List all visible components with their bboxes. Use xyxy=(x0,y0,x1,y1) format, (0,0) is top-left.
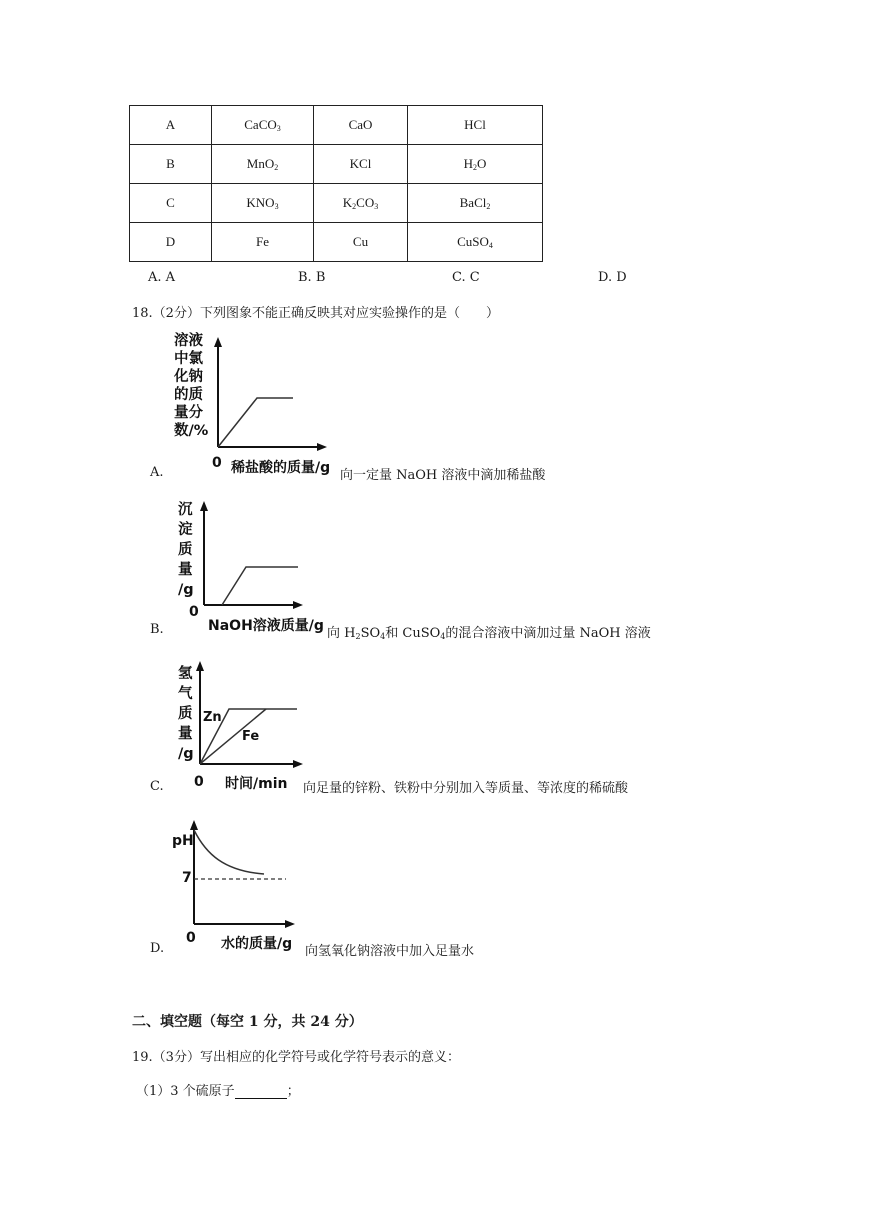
table-cell-formula: Cu xyxy=(314,223,408,262)
choice-b[interactable]: B. B xyxy=(298,270,326,285)
option-d-letter[interactable]: D. xyxy=(150,941,165,956)
graph-c-xlabel: 时间/min xyxy=(225,776,288,792)
graph-a-xlabel: 稀盐酸的质量/g xyxy=(231,460,331,476)
question-18-stem: 18.（2分）下列图象不能正确反映其对应实验操作的是（ ） xyxy=(132,306,499,321)
options-table xyxy=(129,105,543,262)
graph-c-fe-label: Fe xyxy=(242,729,260,744)
option-c-desc: 向足量的锌粉、铁粉中分别加入等质量、等浓度的稀硫酸 xyxy=(303,781,629,796)
choice-d[interactable]: D. D xyxy=(598,270,627,285)
table-cell-formula: $H_2O$ xyxy=(408,145,543,184)
table-row xyxy=(130,106,543,145)
graph-c-ylabel: 氢 气 质 量 /g xyxy=(178,666,194,762)
question-19-part-1: （1）3 个硫原子 ； xyxy=(136,1084,300,1099)
table-cell-formula: BaCl$_2$ xyxy=(408,184,543,223)
answer-blank[interactable] xyxy=(235,1085,287,1099)
section-heading: 二、填空题（每空 1 分，共 24 分） xyxy=(132,1014,363,1030)
table-cell-formula: KCl xyxy=(314,145,408,184)
option-a-desc: 向一定量 NaOH 溶液中滴加稀盐酸 xyxy=(340,468,546,483)
graph-d-tick-7: 7 xyxy=(182,870,192,886)
graph-a-ylabel: 溶液 中氯 化钠 的质 量分 数/% xyxy=(174,333,209,439)
table-cell-formula: CaCO$_3$ xyxy=(212,106,314,145)
question-19-stem: 19.（3分）写出相应的化学符号或化学符号表示的意义： xyxy=(132,1050,460,1065)
graph-b-curve xyxy=(222,567,298,605)
graph-d-curve xyxy=(194,830,264,874)
table-cell-letter: A xyxy=(130,106,212,145)
table-cell-formula: HCl xyxy=(408,106,543,145)
table-cell-formula: CuSO$_4$ xyxy=(408,223,543,262)
table-row xyxy=(130,223,543,262)
option-b-desc: 向 $H_2SO_4$和 CuSO$_4$的混合溶液中滴加过量 NaOH 溶液 xyxy=(327,626,651,641)
graph-b-xlabel: NaOH溶液质量/g xyxy=(208,618,324,634)
table-row xyxy=(130,145,543,184)
choice-a[interactable]: A. A xyxy=(148,270,176,285)
table-cell-formula: MnO$_2$ xyxy=(212,145,314,184)
graph-d-xlabel: 水的质量/g xyxy=(221,936,293,952)
table-cell-letter: C xyxy=(130,184,212,223)
graph-d-axes xyxy=(188,816,308,931)
graph-b-ylabel: 沉 淀 质 量 /g xyxy=(178,502,194,598)
table-cell-formula: CaO xyxy=(314,106,408,145)
table-cell-letter: B xyxy=(130,145,212,184)
graph-d-origin: 0 xyxy=(186,930,196,946)
choice-c[interactable]: C. C xyxy=(452,270,480,285)
option-c-letter[interactable]: C. xyxy=(150,779,164,794)
graph-a-axes xyxy=(205,335,335,460)
graph-a-curve xyxy=(218,398,293,447)
graph-b-axes xyxy=(196,497,311,612)
table-cell-letter: D xyxy=(130,223,212,262)
table-row xyxy=(130,184,543,223)
table-cell-formula: Fe xyxy=(212,223,314,262)
graph-d-ylabel: pH xyxy=(172,833,194,849)
option-d-desc: 向氢氧化钠溶液中加入足量水 xyxy=(305,944,475,959)
graph-b-origin: 0 xyxy=(189,604,199,620)
table-cell-formula: $K_2CO_3$ xyxy=(314,184,408,223)
graph-c-zn-label: Zn xyxy=(203,710,222,725)
option-a-letter[interactable]: A. xyxy=(150,465,164,480)
option-b-letter[interactable]: B. xyxy=(150,622,164,637)
graph-a-origin: 0 xyxy=(212,455,222,471)
graph-c-origin: 0 xyxy=(194,774,204,790)
table-cell-formula: $KNO_3$ xyxy=(212,184,314,223)
